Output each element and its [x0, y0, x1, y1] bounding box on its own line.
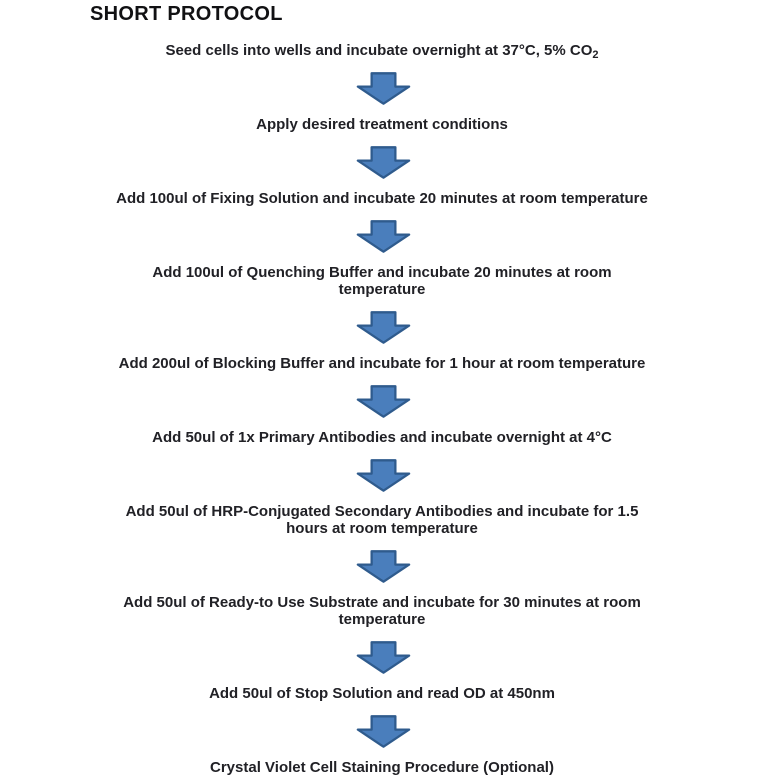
step-9-line-1: Add 50ul of Stop Solution and read OD at 450nm [209, 685, 555, 702]
step-1 [165, 42, 598, 59]
step-7-line-2: hours at room temperature [286, 520, 478, 537]
step-8-line-1: Add 50ul of Ready-to Use Substrate and incubate for 30 minutes at room [123, 594, 641, 611]
down-arrow-icon-1 [355, 71, 412, 106]
step-1-line-1: Seed cells into wells and incubate overnight at 37°C, 5% $CO_2$ [165, 42, 599, 61]
down-arrow-icon-7 [355, 549, 412, 584]
step-6 [152, 429, 612, 446]
step-10 [210, 759, 554, 776]
page-title: SHORT PROTOCOL [90, 3, 283, 25]
down-arrow-icon-9 [355, 714, 412, 749]
step-8-line-2: temperature [338, 611, 426, 628]
down-arrow-icon-6 [355, 458, 412, 493]
step-4 [152, 264, 611, 298]
down-arrow-icon-4 [355, 310, 412, 345]
step-2 [256, 116, 508, 133]
down-arrow-icon-5 [355, 384, 412, 419]
down-arrow-icon-8 [355, 640, 412, 675]
subscript: 2 [592, 49, 599, 61]
step-8 [123, 594, 641, 628]
step-9 [209, 685, 555, 702]
step-10-line-1: Crystal Violet Cell Staining Procedure (Optional) [210, 759, 554, 776]
step-5-line-1: Add 200ul of Blocking Buffer and incubate for 1 hour at room temperature [118, 355, 646, 372]
down-arrow-icon-3 [355, 219, 412, 254]
step-4-line-2: temperature [338, 281, 426, 298]
step-2-line-1: Apply desired treatment conditions [256, 116, 508, 133]
step-6-line-1: Add 50ul of 1x Primary Antibodies and incubate overnight at 4°C [152, 429, 612, 446]
down-arrow-icon-2 [355, 145, 412, 180]
step-7-line-1: Add 50ul of HRP-Conjugated Secondary Antibodies and incubate for 1.5 [125, 503, 639, 520]
step-3-line-1: Add 100ul of Fixing Solution and incubate 20 minutes at room temperature [116, 190, 648, 207]
step-4-line-1: Add 100ul of Quenching Buffer and incubate 20 minutes at room [152, 264, 612, 281]
step-5 [119, 355, 646, 372]
step-7 [126, 503, 639, 537]
step-3 [116, 190, 648, 207]
